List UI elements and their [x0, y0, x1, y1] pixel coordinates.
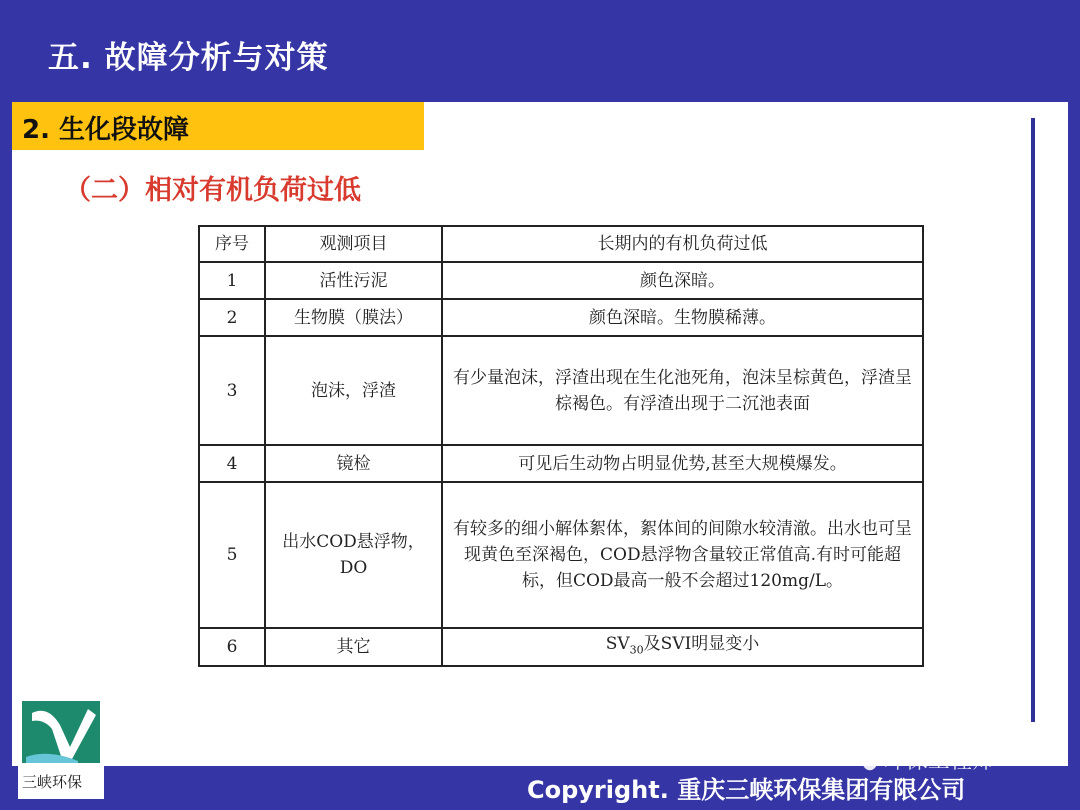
row-description: 颜色深暗。生物膜稀薄。 — [442, 299, 923, 336]
company-logo-icon — [18, 695, 104, 799]
logo-text: 三峡环保 — [22, 773, 83, 791]
table-row — [199, 262, 923, 299]
row-item: 镜检 — [265, 445, 442, 482]
row-description — [442, 628, 923, 666]
row-number: 1 — [199, 262, 265, 299]
fault-table — [198, 225, 924, 667]
table-row — [199, 628, 923, 666]
row-number: 2 — [199, 299, 265, 336]
section-label: 2. 生化段故障 — [22, 115, 190, 145]
header-cell-no: 序号 — [199, 226, 265, 262]
row-description: 可见后生动物占明显优势,甚至大规模爆发。 — [442, 445, 923, 482]
row-description: 有少量泡沫，浮渣出现在生化池死角，泡沫呈棕黄色，浮渣呈棕褐色。有浮渣出现于二沉池表面 — [442, 336, 923, 445]
footer-copyright: Copyright. 重庆三峡环保集团有限公司 — [527, 776, 966, 804]
right-divider — [1031, 118, 1035, 722]
row-item: 出水COD悬浮物，DO — [265, 482, 442, 628]
table-header-row — [199, 226, 923, 262]
wechat-icon: ● — [862, 752, 878, 773]
slide-subtitle: （二）相对有机负荷过低 — [64, 175, 361, 206]
row-description: 颜色深暗。 — [442, 262, 923, 299]
table-row — [199, 299, 923, 336]
table-row — [199, 336, 923, 445]
slide-title: 五. 故障分析与对策 — [48, 40, 329, 76]
table-row — [199, 445, 923, 482]
row-number: 6 — [199, 628, 265, 666]
header-cell-item: 观测项目 — [265, 226, 442, 262]
row-item: 活性污泥 — [265, 262, 442, 299]
header-cell-desc: 长期内的有机负荷过低 — [442, 226, 923, 262]
row-item: 其它 — [265, 628, 442, 666]
row-number: 5 — [199, 482, 265, 628]
sv-subscript: 30 — [629, 643, 644, 657]
watermark-text: 环保工程师 — [883, 749, 994, 774]
row-number: 3 — [199, 336, 265, 445]
row-item: 泡沫，浮渣 — [265, 336, 442, 445]
row-description: 有较多的细小解体絮体，絮体间的间隙水较清澈。出水也可呈现黄色至深褐色，COD悬浮物含量较正常值高.有时可能超标，但COD最高一般不会超过120mg/L。 — [442, 482, 923, 628]
sv-suffix: 及SVI明显变小 — [643, 634, 760, 654]
sv-label: SV — [605, 634, 630, 654]
table-row — [199, 482, 923, 628]
row-number: 4 — [199, 445, 265, 482]
row-item: 生物膜（膜法） — [265, 299, 442, 336]
